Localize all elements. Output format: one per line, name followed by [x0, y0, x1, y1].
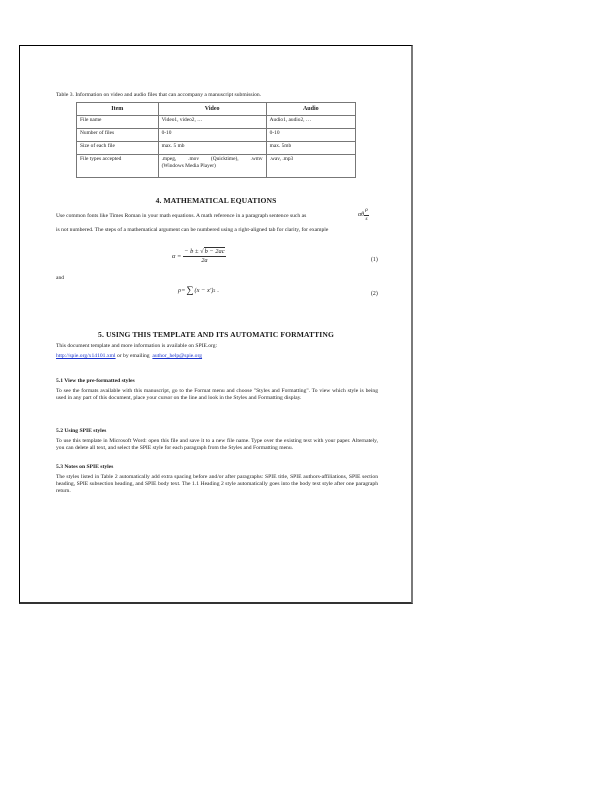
cell-item: Number of files	[77, 129, 159, 142]
header-video: Video	[158, 103, 266, 116]
type-wmv: .wmv	[250, 156, 263, 162]
cell-item: File types accepted	[77, 155, 159, 178]
subsection-heading-5-3: 5.3 Notes on SPIE styles	[56, 464, 114, 470]
type-mpeg: .mpeg,	[161, 156, 177, 162]
author-help-email-link[interactable]: author_help@spie.org	[152, 353, 203, 359]
video-audio-table	[76, 102, 356, 178]
type-mov: .mov	[188, 156, 200, 162]
subsection-heading-5-1: 5.1 View the pre-formatted styles	[56, 378, 135, 384]
eq1-lhs: α =	[172, 253, 182, 261]
cell-video: Video1, video2, …	[158, 116, 266, 129]
cell-audio: 0-10	[266, 129, 355, 142]
cell-video: max. 5 mb	[158, 142, 266, 155]
cell-video	[158, 155, 266, 178]
section-heading-math: 4. MATHEMATICAL EQUATIONS	[155, 196, 277, 205]
cell-audio: .wav, .mp3	[266, 155, 355, 178]
inline-fraction	[364, 208, 369, 222]
type-quicktime: (Quicktime),	[210, 156, 239, 162]
spie-template-link[interactable]: http://spie.org/x14101.xml	[56, 353, 116, 359]
table-row	[77, 116, 356, 129]
header-item: Item	[77, 103, 159, 116]
file-types-line2: (Windows Media Player)	[161, 162, 216, 169]
eq1-fraction	[183, 249, 225, 265]
eq1-denominator: 2a	[201, 257, 208, 265]
subsection-text-5-2: To use this template in Microsoft Word: open this file and save it to a new file name. Type over the existing text with your paper. Alternately, you can delete all text, and select the SPIE style for each paragraph from the Styles and Formatting menu.	[56, 438, 378, 452]
cell-item: File name	[77, 116, 159, 129]
cell-video: 0-10	[158, 129, 266, 142]
section-heading-template: 5. USING THIS TEMPLATE AND ITS AUTOMATIC FORMATTING	[98, 330, 334, 339]
subsection-text-5-3: The styles listed in Table 2 automatically add extra spacing before and/or after paragraphs: SPIE title, SPIE authors-affiliations, SPIE section heading, SPIE subsection heading, and SPIE body text. The 1.1 Heading 2 style automatically goes into the body text style after one paragraph return.	[56, 474, 378, 495]
cell-audio: max. 5mb	[266, 142, 355, 155]
math-paragraph-line1: Use common fonts like Times Roman in your math equations. A math reference in a paragraph sentence such as	[56, 213, 307, 219]
file-types-line1	[162, 156, 263, 163]
eq1-num-prefix: − b ±	[184, 248, 199, 255]
table-caption: Table 3. Information on video and audio files that can accompany a manuscript submission.	[56, 92, 262, 98]
template-intro: This document template and more information is available on SPIE.org:	[56, 343, 218, 349]
eq2-exponent: 2	[213, 288, 216, 293]
equation-2	[178, 285, 219, 296]
cell-audio: Audio1, audio2, …	[266, 116, 355, 129]
eq1-numerator	[183, 249, 225, 257]
table-header-row	[77, 103, 356, 116]
table-row	[77, 129, 356, 142]
subsection-heading-5-2: 5.2 Using SPIE styles	[56, 428, 107, 434]
sigma-icon: ∑	[186, 285, 194, 296]
link-connector-text: or by emailing	[115, 353, 153, 359]
math-paragraph-continued: is not numbered. The steps of a mathematical argument can be numbered using a right-aligned tab for clarity, for example	[56, 227, 329, 233]
inline-denominator: s	[365, 215, 368, 222]
eq2-lhs: ρ=	[178, 287, 186, 294]
inline-math-prefix: αθ	[358, 212, 365, 219]
table-row	[77, 155, 356, 178]
eq1-sqrt-body: b − 2ac	[204, 248, 225, 255]
equation-1	[172, 249, 226, 265]
eq2-body: (x − x′)	[194, 287, 214, 294]
sqrt-icon: √	[200, 248, 204, 255]
template-links	[56, 353, 378, 360]
equation-2-number: (2)	[371, 291, 378, 297]
equation-1-number: (1)	[371, 257, 378, 263]
eq2-period: .	[217, 287, 219, 294]
inline-numerator: ρ	[364, 208, 369, 216]
inline-math	[358, 208, 369, 222]
math-paragraph	[56, 213, 378, 220]
table-row	[77, 142, 356, 155]
cell-item: Size of each file	[77, 142, 159, 155]
subsection-text-5-1: To see the formats available with this manuscript, go to the Format menu and choose "Styles and Formatting". To view which style is being used in any part of this document, place your cursor on the line and look in the Styles and Formatting display.	[56, 388, 378, 402]
header-audio: Audio	[266, 103, 355, 116]
and-label: and	[56, 275, 65, 281]
